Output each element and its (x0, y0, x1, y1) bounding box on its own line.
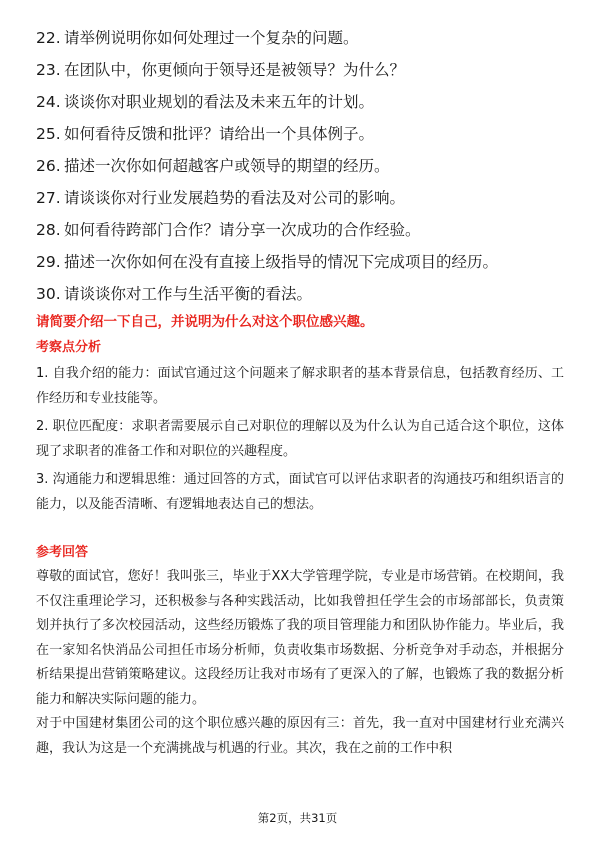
question-text: 如何看待反馈和批评？请给出一个具体例子。 (64, 125, 375, 143)
question-item (36, 182, 576, 214)
answer-paragraph: 对于中国建材集团公司的这个职位感兴趣的原因有三：首先，我一直对中国建材行业充满兴趣，我认为这是一个充满挑战与机遇的行业。其次，我在之前的工作中积 (36, 716, 564, 756)
question-number: 28. (36, 221, 61, 239)
question-number: 26. (36, 157, 61, 175)
question-text: 在团队中，你更倾向于领导还是被领导？为什么？ (64, 61, 406, 79)
question-item (36, 86, 576, 118)
question-number: 24. (36, 93, 61, 111)
question-number: 22. (36, 29, 61, 47)
question-item (36, 54, 576, 86)
question-item (36, 118, 576, 150)
page-footer: 第2页，共31页 (257, 811, 338, 825)
reference-answer (36, 565, 564, 761)
question-text: 请谈谈你对行业发展趋势的看法及对公司的影响。 (64, 189, 406, 207)
question-item (36, 22, 576, 54)
question-item (36, 150, 576, 182)
question-text: 请举例说明你如何处理过一个复杂的问题。 (64, 29, 359, 47)
analysis-list (36, 362, 564, 521)
question-text: 谈谈你对职业规划的看法及未来五年的计划。 (64, 93, 375, 111)
question-number: 30. (36, 285, 61, 303)
analysis-item: 3. 沟通能力和逻辑思维：通过回答的方式，面试官可以评估求职者的沟通技巧和组织语言的能力，以及能否清晰、有逻辑地表达自己的想法。 (36, 472, 564, 512)
question-item (36, 214, 576, 246)
question-item (36, 246, 576, 278)
question-number: 29. (36, 253, 61, 271)
question-text: 请谈谈你对工作与生活平衡的看法。 (64, 285, 313, 303)
featured-question-title: 请简要介绍一下自己，并说明为什么对这个职位感兴趣。 (36, 314, 374, 330)
analysis-item: 2. 职位匹配度：求职者需要展示自己对职位的理解以及为什么认为自己适合这个职位，这体现了求职者的准备工作和对职位的兴趣程度。 (36, 419, 564, 459)
question-number: 23. (36, 61, 61, 79)
answer-heading: 参考回答 (36, 545, 89, 560)
question-item (36, 278, 576, 310)
analysis-item: 1. 自我介绍的能力：面试官通过这个问题来了解求职者的基本背景信息，包括教育经历、工作经历和专业技能等。 (36, 366, 564, 406)
question-list (36, 22, 576, 310)
answer-paragraph: 尊敬的面试官，您好！我叫张三，毕业于XX大学管理学院，专业是市场营销。在校期间，我不仅注重理论学习，还积极参与各种实践活动，比如我曾担任学生会的市场部部长，负责策划并执行了多次校园活动，这些经历锻炼了我的项目管理能力和团队协作能力。毕业后，我在一家知名快消品公司担任市场分析师，负责收集市场数据、分析竞争对手动态，并根据分析结果提出营销策略建议。这段经历让我对市场有了更深入的了解，也锻炼了我的数据分析能力和解决实际问题的能力。 (36, 569, 564, 707)
question-number: 27. (36, 189, 61, 207)
question-text: 描述一次你如何超越客户或领导的期望的经历。 (64, 157, 390, 175)
question-text: 如何看待跨部门合作？请分享一次成功的合作经验。 (64, 221, 421, 239)
question-number: 25. (36, 125, 61, 143)
question-text: 描述一次你如何在没有直接上级指导的情况下完成项目的经历。 (64, 253, 499, 271)
analysis-heading: 考察点分析 (36, 340, 102, 355)
